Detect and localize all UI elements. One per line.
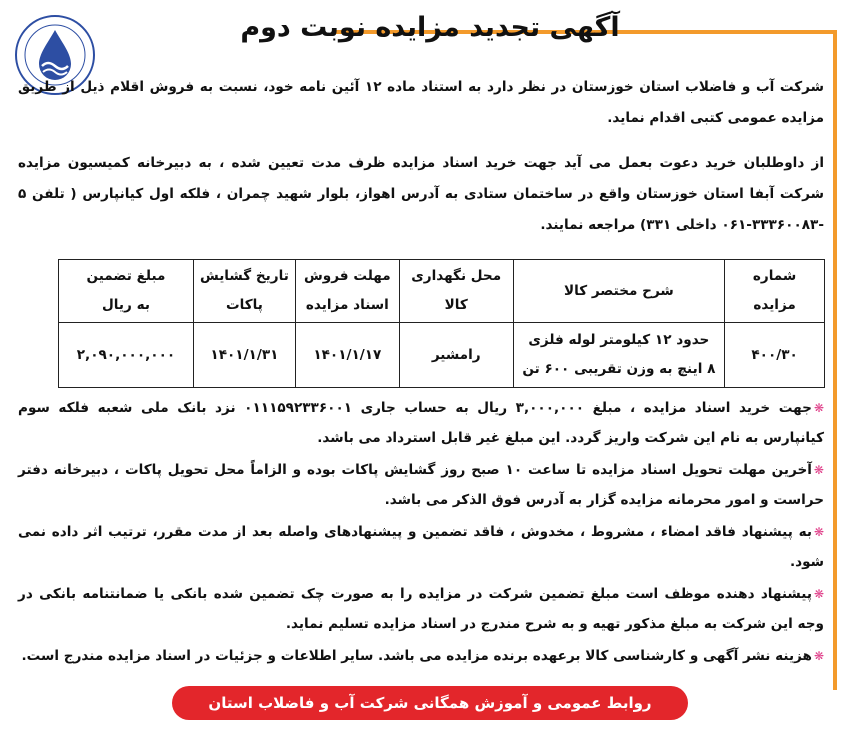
description-line: ۸ اینچ به وزن تقریبی ۶۰۰ تن	[522, 361, 716, 377]
header-auction-number	[725, 260, 825, 323]
cell-sale-deadline: ۱۴۰۱/۱/۱۷	[295, 323, 399, 388]
cell-guarantee-amount: ۲,۰۹۰,۰۰۰,۰۰۰	[59, 323, 194, 388]
cell-auction-number: ۴۰۰/۳۰	[725, 323, 825, 388]
note-text: جهت خرید اسناد مزایده ، مبلغ ۳,۰۰۰,۰۰۰ ریال به حساب جاری ۰۱۱۱۵۹۲۳۳۶۰۰۱ نزد بانک ملی شعبه فلکه سوم کیانپارس به نام این شرکت واریز گردد. این مبلغ غیر قابل استرداد می باشد.	[18, 400, 824, 446]
auction-table	[58, 259, 825, 388]
header-label: مبلغ تضمین	[86, 268, 166, 284]
note-text: هزینه نشر آگهی و کارشناسی کالا برعهده برنده مزایده می باشد. سایر اطلاعات و جزئیات در اسناد مزایده مندرج است.	[21, 648, 812, 664]
header-label: مزایده	[753, 297, 796, 313]
note-text: پیشنهاد دهنده موظف است مبلغ تضمین شرکت در مزایده را به صورت چک تضمین شده بانکی یا ضمانتنامه بانکی در وجه این شرکت به مبلغ مذکور تهیه و به شرح مندرج در اسناد مزایده تسلیم نماید.	[18, 586, 824, 632]
header-label: محل نگهداری	[411, 268, 502, 284]
note-text: به پیشنهاد فاقد امضاء ، مشروط ، مخدوش ، فاقد تضمین و پیشنهادهای واصله بعد از مدت مقرر، ترتیب اثر داده نمی شود.	[18, 524, 824, 570]
cell-description	[513, 323, 725, 388]
note-text: آخرین مهلت تحویل اسناد مزایده تا ساعت ۱۰ صبح روز گشایش پاکات بوده و الزاماً محل تحویل پاکات ، دبیرخانه دفتر حراست و امور محرمانه مزایده گزار به آدرس فوق الذکر می باشد.	[18, 462, 824, 508]
flower-bullet-icon: ❋	[813, 401, 825, 415]
note-item	[18, 517, 824, 577]
intro-paragraph-1: شرکت آب و فاضلاب استان خوزستان در نظر دارد به استناد ماده ۱۲ آئین نامه خود، نسبت به فروش اقلام ذیل از طریق مزایده عمومی کتبی اقدام نماید.	[18, 79, 824, 126]
footer-banner: روابط عمومی و آموزش همگانی شرکت آب و فاضلاب استان خوزستان	[172, 686, 688, 720]
note-item	[18, 393, 824, 453]
header-label: مهلت فروش	[304, 268, 391, 284]
header-description: شرح مختصر کالا	[513, 260, 725, 323]
cell-opening-date: ۱۴۰۱/۱/۳۱	[193, 323, 295, 388]
flower-bullet-icon: ❋	[813, 649, 824, 663]
intro-paragraph-2: از داوطلبان خرید دعوت بعمل می آید جهت خرید اسناد مزایده ظرف مدت تعیین شده ، به دبیرخانه کمیسیون مزایده شرکت آبفا استان خوزستان واقع در ساختمان ستادی به آدرس اهواز، بلوار شهید چمران ، فلکه اول کیانپارس ( تلفن ۵ -۳۳۳۶۰۰۸۳-۰۶۱ داخلی ۳۳۱) مراجعه نمایند.	[18, 155, 824, 233]
header-sale-deadline	[295, 260, 399, 323]
description-line: حدود ۱۲ کیلومتر لوله فلزی	[528, 332, 710, 348]
table-row	[59, 323, 825, 388]
header-label: اسناد مزایده	[305, 297, 389, 313]
flower-bullet-icon: ❋	[813, 587, 824, 601]
header-label: تاریخ گشایش	[199, 268, 289, 284]
note-item	[18, 641, 824, 671]
header-guarantee-amount	[59, 260, 194, 323]
page-title: آگهی تجدید مزایده نوبت دوم	[240, 12, 620, 43]
header-label: پاکات	[225, 297, 263, 313]
header-label: کالا	[444, 297, 468, 313]
notes-list	[18, 393, 824, 673]
header-label: شماره	[752, 268, 797, 284]
flower-bullet-icon: ❋	[813, 463, 824, 477]
table-header-row	[59, 260, 825, 323]
note-item	[18, 579, 824, 639]
header-label: به ریال	[102, 297, 150, 313]
cell-location: رامشیر	[399, 323, 513, 388]
flower-bullet-icon: ❋	[813, 525, 824, 539]
note-item	[18, 455, 824, 515]
header-opening-date	[193, 260, 295, 323]
frame-right-border	[833, 30, 837, 690]
header-location	[399, 260, 513, 323]
